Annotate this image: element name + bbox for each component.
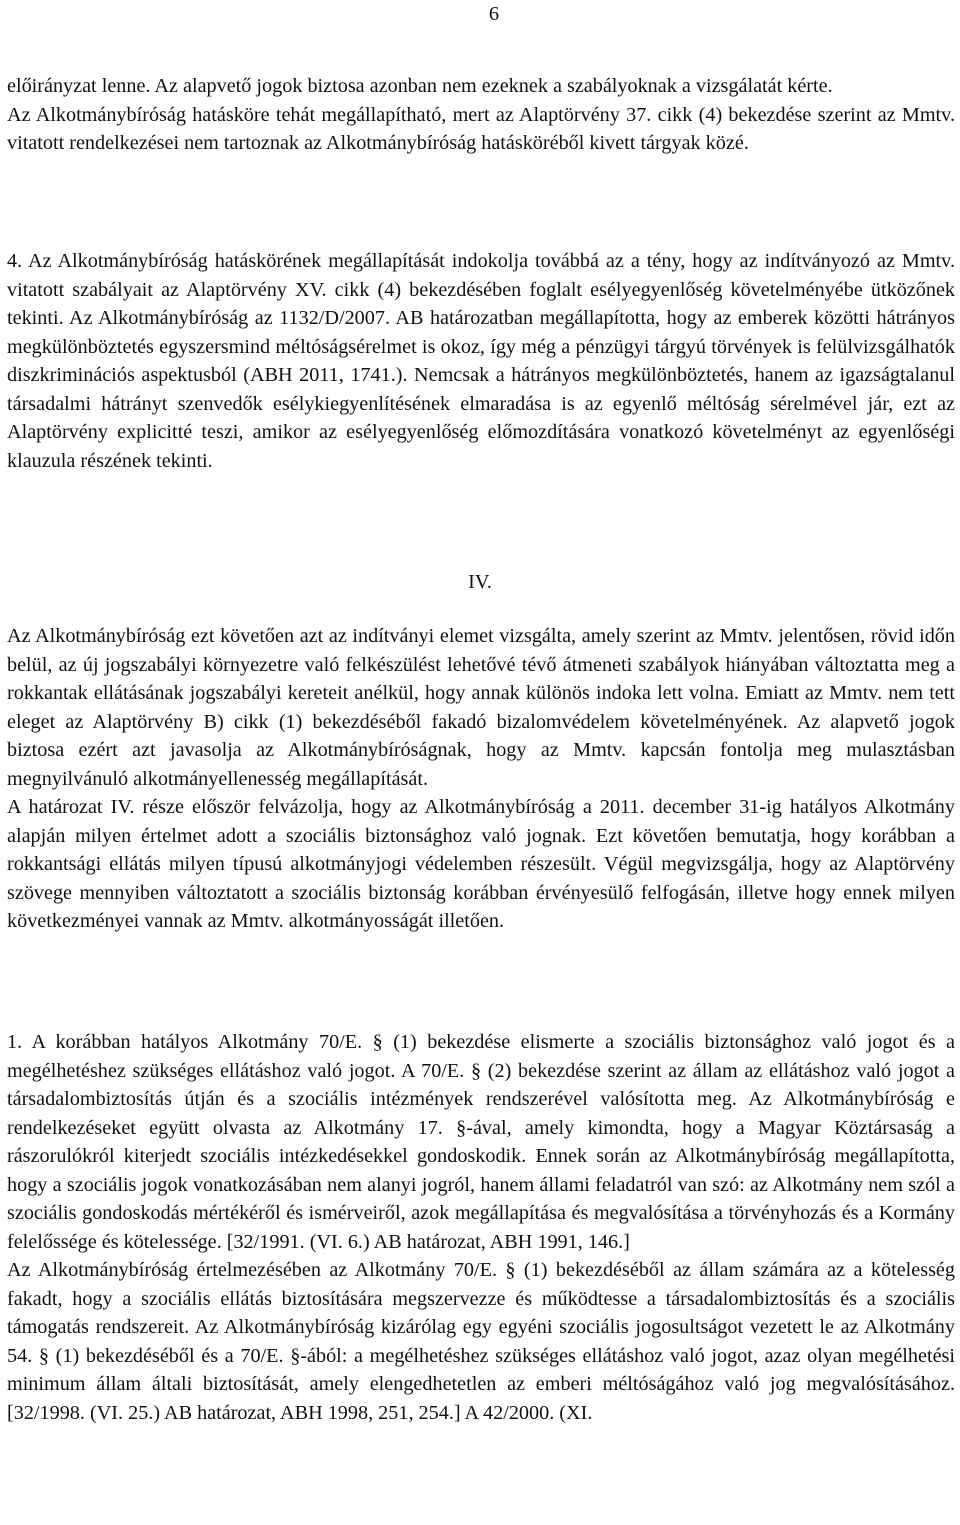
paragraph: Az Alkotmánybíróság ezt követően azt az indítványi elemet vizsgálta, amely szerint az Mmtv. jelentősen, rövid időn belül, az új jogszabályi környezetre való felkészülést lehetővé tévő átmeneti szabályok hiányában változtatta meg a rokkantak ellátásának jogszabályi kereteit anélkül, hogy annak különös indoka lett volna. Emiatt az Mmtv. nem tett eleget az Alaptörvény B) cikk (1) bekezdéséből fakadó bizalomvédelem követelményének. Az alapvető jogok biztosa ezért azt javasolja az Alkotmánybíróságnak, hogy az Mmtv. kapcsán fontolja meg mulasztásban megnyilvánuló alkotmányellenesség megállapítását. xyxy=(7,625,955,790)
paragraph-group-2 xyxy=(7,247,955,475)
paragraph: 4. Az Alkotmánybíróság hatáskörének megállapítását indokolja továbbá az a tény, hogy az indítványozó az Mmtv. vitatott szabályait az Alaptörvény XV. cikk (4) bekezdésében foglalt esélyegyenlőség követelményébe ütközőnek tekinti. Az Alkotmánybíróság az 1132/D/2007. AB határozatban megállapította, hogy az emberek közötti hátrányos megkülönböztetés egyszersmind méltóságsérelmet is okoz, így még a pénzügyi tárgyú törvények is felülvizsgálhatók diszkriminációs aspektusból (ABH 2011, 1741.). Nemcsak a hátrányos megkülönböztetés, hanem az igazságtalanul társadalmi hátrányt szenvedők esélykiegyenlítésének elmaradása is az egyenlő méltóság sérelmével jár, ezt az Alaptörvény explicitté teszi, amikor az esélyegyenlőség előmozdítására vonatkozó követelményt az egyenlőségi klauzula részének tekinti. xyxy=(7,250,955,472)
paragraph: Az Alkotmánybíróság értelmezésében az Alkotmány 70/E. § (1) bekezdéséből az állam számára az a kötelesség fakadt, hogy a szociális ellátás biztosítására megszervezze és működtesse a társadalombiztosítás és a szociális támogatás rendszereit. Az Alkotmánybíróság kizárólag egy egyéni szociális jogosultságot vezetett le az Alkotmány 54. § (1) bekezdéséből és a 70/E. §-ából: a megélhetéshez szükséges ellátáshoz való jogot, azaz olyan megélhetési minimum állam általi biztosítását, amely elengedhetetlen az emberi méltóságához való jog megvalósításához. [32/1998. (VI. 25.) AB határozat, ABH 1998, 251, 254.] A 42/2000. (XI. xyxy=(7,1259,955,1424)
paragraph-group-3 xyxy=(7,622,955,936)
paragraph: 1. A korábban hatályos Alkotmány 70/E. § (1) bekezdése elismerte a szociális biztonsághoz való jogot és a megélhetéshez szükséges ellátáshoz való jogot. A 70/E. § (2) bekezdése szerint az állam az ellátáshoz való jogot a társadalombiztosítás útján és a szociális intézmények rendszerével valósította meg. Az Alkotmánybíróság e rendelkezéseket együtt olvasta az Alkotmány 17. §-ával, amely kimondta, hogy a Magyar Köztársaság a rászorulókról kiterjedt szociális intézkedésekkel gondoskodik. Ennek során az Alkotmánybíróság megállapította, hogy a szociális jogok vonatkozásában nem alanyi jogról, hanem állami feladatról van szó: az Alkotmány nem szól a szociális gondoskodás mértékéről és ismérveiről, azok megállapítása és megvalósítása a törvényhozás és a Kormány felelőssége és kötelessége. [32/1991. (VI. 6.) AB határozat, ABH 1991, 146.] xyxy=(7,1031,955,1253)
paragraph: Az Alkotmánybíróság hatásköre tehát megállapítható, mert az Alaptörvény 37. cikk (4) bekezdése szerint az Mmtv. vitatott rendelkezései nem tartoznak az Alkotmánybíróság hatásköréből kivett tárgyak közé. xyxy=(7,103,955,154)
paragraph-group-4 xyxy=(7,1028,955,1427)
section-heading: IV. xyxy=(468,571,492,593)
page-number: 6 xyxy=(488,3,500,25)
paragraph-group-1 xyxy=(7,72,955,158)
paragraph: A határozat IV. része először felvázolja, hogy az Alkotmánybíróság a 2011. december 31-ig hatályos Alkotmány alapján milyen értelmet adott a szociális biztonsághoz való jognak. Ezt követően bemutatja, hogy korábban a rokkantsági ellátás milyen típusú alkotmányjogi védelemben részesült. Végül megvizsgálja, hogy az Alaptörvény szövege mennyiben változtatott a szociális biztonság korábban érvényesülő felfogásán, illetve hogy ennek milyen következményei vannak az Mmtv. alkotmányosságát illetően. xyxy=(7,796,955,932)
paragraph: előirányzat lenne. Az alapvető jogok biztosa azonban nem ezeknek a szabályoknak a vizsgálatát kérte. xyxy=(7,75,833,97)
